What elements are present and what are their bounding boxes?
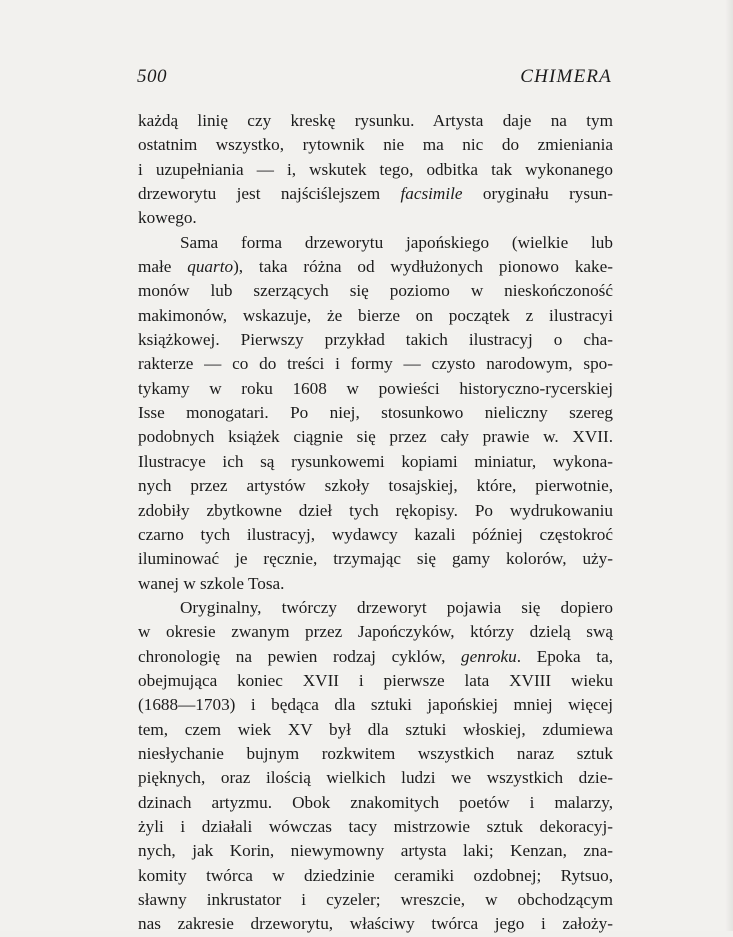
text-line (138, 352, 613, 376)
text-line (138, 425, 613, 449)
text-run: żyli i działali wówczas tacy mistrzowie sztuk dekoracyj- (138, 816, 613, 836)
text-line (138, 572, 613, 596)
text-line (138, 864, 613, 888)
body-text (138, 109, 613, 937)
text-run: w okresie zwanym przez Japończyków, którzy dzielą swą (138, 622, 613, 642)
text-run: Ilustracye ich są rysunkowemi kopiami miniatur, wykona- (138, 451, 613, 471)
text-line (138, 912, 613, 936)
text-run: monów lub szerzących się poziomo w nieskończoność (138, 281, 613, 301)
text-line (138, 766, 613, 790)
text-run: tykamy w roku 1608 w powieści historyczno-rycerskiej (138, 378, 613, 398)
text-run: ostatnim wszystko, rytownik nie ma nic do zmieniania (138, 135, 613, 155)
text-run: dzinach artyzmu. Obok znakomitych poetów i malarzy, (138, 792, 613, 812)
text-run: czarno tych ilustracyj, wydawcy kazali później częstokroć (138, 524, 613, 544)
text-run: każdą linię czy kreskę rysunku. Artysta daje na tym (138, 111, 613, 130)
text-run: małe (138, 257, 188, 277)
text-run: chronologię na pewien rodzaj cyklów, (138, 646, 462, 666)
text-run: wanej w szkole Tosa. (138, 573, 285, 593)
text-line (138, 645, 613, 669)
text-run: kowego. (138, 208, 197, 228)
text-run: nych przez artystów szkoły tosajskiej, które, pierwotnie, (138, 476, 613, 496)
text-line (138, 158, 613, 182)
text-run: Isse monogatari. Po niej, stosunkowo nieliczny szereg (138, 403, 613, 423)
text-line (138, 279, 613, 303)
text-run: (1688—1703) i będąca dla sztuki japońskiej mniej więcej (138, 695, 613, 715)
text-line (138, 401, 613, 425)
text-run: makimonów, wskazuje, że bierze on początek z ilustracyi (138, 305, 613, 325)
text-run: drzeworytu jest najściślejszem (138, 184, 401, 204)
text-line (138, 255, 613, 279)
page-header (137, 66, 612, 90)
text-line (138, 304, 613, 328)
text-run: sławny inkrustator i cyzeler; wreszcie, w obchodzącym (138, 890, 613, 909)
text-line (138, 742, 613, 766)
text-run: nas zakresie drzeworytu, właściwy twórca jego i założy- (138, 914, 613, 934)
text-line (138, 523, 613, 547)
page-edge-shadow (725, 0, 733, 931)
text-run: podobnych książek ciągnie się przez cały prawie w. XVII. (138, 427, 613, 447)
text-line (138, 718, 613, 742)
text-run: zdobiły zbytkowne dzieł tych rękopisy. Po wydrukowaniu (138, 500, 613, 520)
text-line (138, 450, 613, 474)
text-run: iluminować je ręcznie, trzymając się gamy kolorów, uży- (138, 549, 613, 569)
running-title: CHIMERA (520, 66, 612, 87)
text-run: obejmująca koniec XVII i pierwsze lata XVIII wieku (138, 670, 613, 690)
text-line (138, 839, 613, 863)
text-line (138, 133, 613, 157)
text-run: tem, czem wiek XV był dla sztuki włoskiej, zdumiewa (138, 719, 613, 739)
text-run: pięknych, oraz ilością wielkich ludzi we wszystkich dzie- (138, 768, 613, 788)
text-run: książkowej. Pierwszy przykład takich ilustracyj o cha- (138, 330, 613, 350)
text-run: ), taka różna od wydłużonych pionowo kake- (233, 257, 613, 277)
text-run: Sama forma drzeworytu japońskiego (wielkie lub (180, 232, 613, 252)
text-line (138, 693, 613, 717)
text-line (138, 499, 613, 523)
text-run: nych, jak Korin, niewymowny artysta laki; Kenzan, zna- (138, 841, 613, 861)
text-line (138, 547, 613, 571)
text-line (138, 791, 613, 815)
text-run: oryginału rysun- (462, 184, 613, 204)
text-line (138, 474, 613, 498)
italic-term: genroku (461, 646, 517, 666)
text-line (138, 888, 613, 912)
text-line (138, 182, 613, 206)
text-line (138, 596, 613, 620)
text-line (138, 328, 613, 352)
text-line (138, 377, 613, 401)
text-line (138, 669, 613, 693)
text-run: komity twórca w dziedzinie ceramiki ozdobnej; Rytsuo, (138, 865, 613, 885)
text-line (138, 231, 613, 255)
italic-term: quarto (187, 257, 234, 277)
text-run: Oryginalny, twórczy drzeworyt pojawia się dopiero (180, 597, 613, 617)
text-run: i uzupełniania — i, wskutek tego, odbitka tak wykonanego (138, 159, 613, 179)
text-line (138, 620, 613, 644)
text-line (138, 109, 613, 133)
text-run: rakterze — co do treści i formy — czysto narodowym, spo- (138, 354, 613, 374)
text-run: niesłychanie bujnym rozkwitem wszystkich naraz sztuk (138, 743, 613, 763)
text-line (138, 815, 613, 839)
text-run: . Epoka ta, (516, 646, 613, 666)
text-line (138, 206, 613, 230)
page-number: 500 (137, 66, 167, 87)
italic-term: facsimile (400, 184, 463, 204)
